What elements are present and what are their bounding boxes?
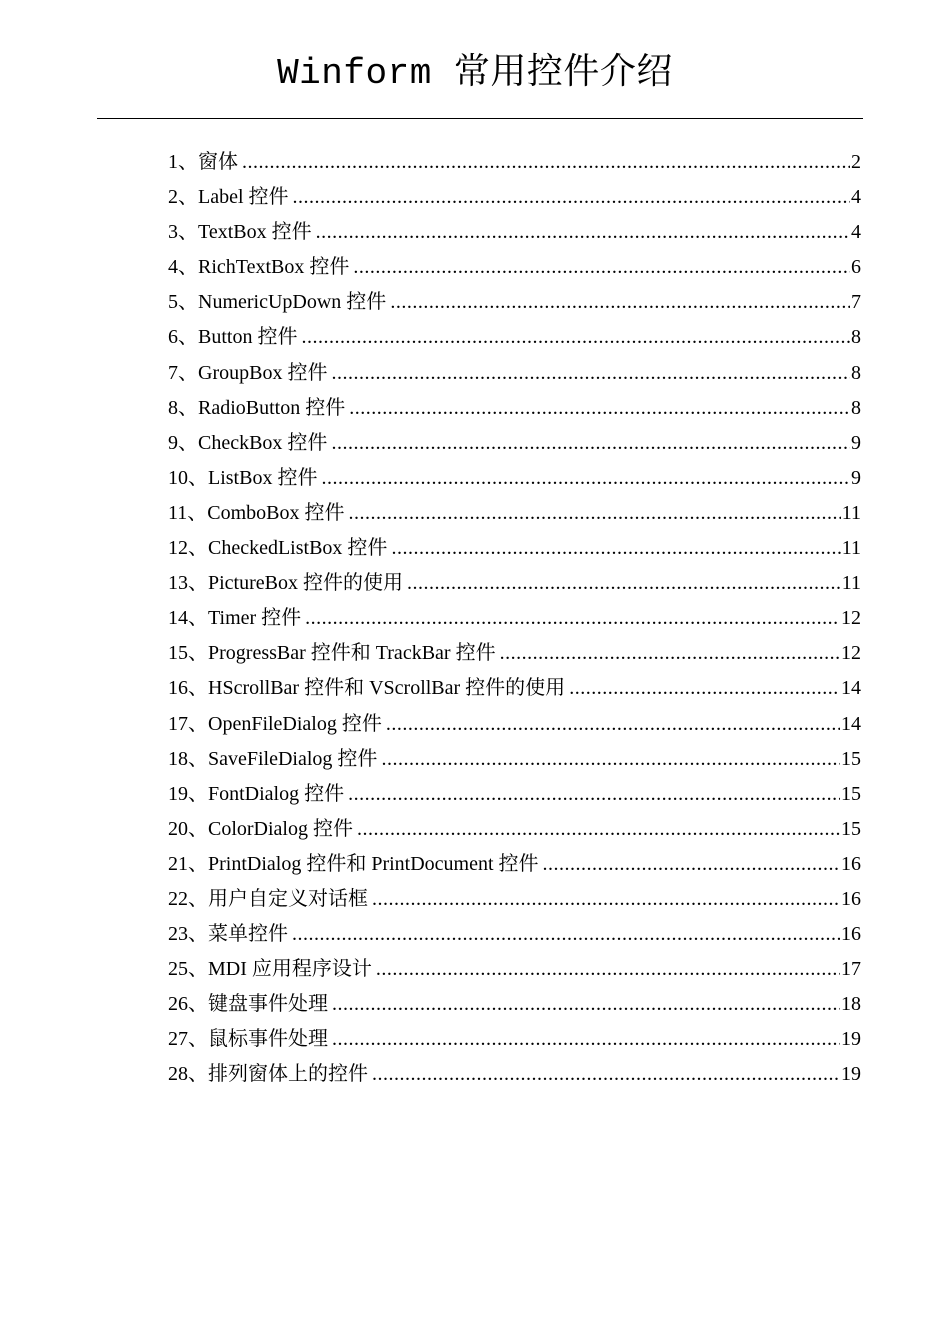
toc-entry-title: 4、RichTextBox 控件	[168, 256, 350, 279]
toc-dot-leader	[372, 882, 840, 917]
toc-dot-leader	[390, 285, 850, 320]
toc-entry-page: 17	[841, 958, 861, 981]
toc-dot-leader	[316, 215, 850, 250]
toc-entry-page: 16	[841, 887, 861, 910]
toc-dot-leader	[293, 180, 850, 215]
toc-entry-title: 27、鼠标事件处理	[168, 1028, 328, 1051]
toc-entry[interactable]	[168, 461, 861, 496]
toc-entry-title: 16、HScrollBar 控件和 VScrollBar 控件的使用	[168, 677, 566, 700]
toc-entry-title: 3、TextBox 控件	[168, 221, 312, 244]
toc-entry-title: 28、排列窗体上的控件	[168, 1063, 368, 1086]
toc-entry[interactable]	[168, 356, 861, 391]
toc-dot-leader	[386, 707, 840, 742]
toc-dot-leader	[321, 461, 850, 496]
table-of-contents	[168, 145, 861, 1093]
toc-entry-title: 12、CheckedListBox 控件	[168, 537, 388, 560]
toc-entry[interactable]	[168, 882, 861, 917]
toc-dot-leader	[332, 1022, 840, 1057]
toc-entry-page: 19	[841, 1028, 861, 1051]
toc-entry[interactable]	[168, 917, 861, 952]
toc-dot-leader	[407, 566, 841, 601]
toc-dot-leader	[305, 601, 840, 636]
toc-entry-title: 17、OpenFileDialog 控件	[168, 712, 382, 735]
toc-entry-title: 6、Button 控件	[168, 326, 298, 349]
toc-entry-page: 8	[851, 326, 861, 349]
toc-entry-title: 13、PictureBox 控件的使用	[168, 572, 403, 595]
toc-entry-page: 11	[841, 501, 861, 524]
toc-entry-page: 18	[841, 993, 861, 1016]
toc-entry-page: 12	[841, 607, 861, 630]
toc-dot-leader	[500, 636, 840, 671]
toc-dot-leader	[376, 952, 840, 987]
toc-dot-leader	[372, 1057, 840, 1092]
toc-entry-page: 11	[841, 537, 861, 560]
toc-entry-page: 16	[841, 852, 861, 875]
toc-entry-page: 14	[841, 677, 861, 700]
toc-dot-leader	[349, 391, 850, 426]
toc-entry[interactable]	[168, 952, 861, 987]
document-title: Winform 常用控件介绍	[277, 53, 673, 94]
toc-dot-leader	[353, 250, 850, 285]
toc-entry[interactable]	[168, 320, 861, 355]
toc-dot-leader	[332, 987, 840, 1022]
toc-entry[interactable]	[168, 145, 861, 180]
toc-entry-page: 2	[851, 151, 861, 173]
toc-entry-title: 20、ColorDialog 控件	[168, 817, 353, 840]
toc-entry-title: 21、PrintDialog 控件和 PrintDocument 控件	[168, 852, 539, 875]
toc-entry-page: 8	[851, 396, 861, 419]
toc-entry-title: 1、窗体	[168, 151, 238, 173]
toc-dot-leader	[349, 496, 841, 531]
toc-dot-leader	[242, 145, 850, 180]
toc-entry-title: 19、FontDialog 控件	[168, 782, 345, 805]
toc-entry-page: 16	[841, 923, 861, 946]
toc-entry[interactable]	[168, 496, 861, 531]
toc-entry-title: 22、用户自定义对话框	[168, 887, 368, 910]
toc-entry[interactable]	[168, 601, 861, 636]
toc-entry[interactable]	[168, 636, 861, 671]
toc-entry-title: 11、ComboBox 控件	[168, 501, 345, 524]
toc-entry-title: 7、GroupBox 控件	[168, 361, 328, 384]
toc-entry[interactable]	[168, 531, 861, 566]
toc-entry-title: 23、菜单控件	[168, 923, 288, 946]
toc-entry[interactable]	[168, 671, 861, 706]
toc-entry[interactable]	[168, 987, 861, 1022]
toc-entry-title: 10、ListBox 控件	[168, 466, 318, 489]
toc-entry-page: 19	[841, 1063, 861, 1086]
toc-dot-leader	[292, 917, 840, 952]
toc-entry[interactable]	[168, 285, 861, 320]
toc-entry[interactable]	[168, 777, 861, 812]
toc-entry-page: 8	[851, 361, 861, 384]
toc-dot-leader	[301, 320, 850, 355]
toc-entry-title: 8、RadioButton 控件	[168, 396, 346, 419]
toc-entry-title: 14、Timer 控件	[168, 607, 302, 630]
toc-dot-leader	[348, 777, 840, 812]
toc-entry[interactable]	[168, 250, 861, 285]
toc-entry-title: 9、CheckBox 控件	[168, 431, 328, 454]
toc-dot-leader	[331, 356, 850, 391]
toc-entry[interactable]	[168, 1022, 861, 1057]
toc-entry-page: 15	[841, 817, 861, 840]
toc-entry-page: 12	[841, 642, 861, 665]
toc-entry[interactable]	[168, 847, 861, 882]
title-divider	[97, 118, 863, 119]
toc-entry-page: 9	[851, 431, 861, 454]
toc-entry-page: 15	[841, 747, 861, 770]
toc-entry-title: 25、MDI 应用程序设计	[168, 958, 372, 981]
toc-entry-page: 7	[851, 291, 861, 314]
toc-entry-title: 26、键盘事件处理	[168, 993, 328, 1016]
toc-entry[interactable]	[168, 426, 861, 461]
toc-entry-page: 6	[851, 256, 861, 279]
toc-entry-title: 18、SaveFileDialog 控件	[168, 747, 378, 770]
toc-entry[interactable]	[168, 812, 861, 847]
toc-entry[interactable]	[168, 742, 861, 777]
toc-entry-page: 4	[851, 221, 861, 244]
toc-entry[interactable]	[168, 707, 861, 742]
toc-entry-page: 9	[851, 466, 861, 489]
toc-dot-leader	[331, 426, 850, 461]
toc-entry-page: 14	[841, 712, 861, 735]
toc-entry-title: 5、NumericUpDown 控件	[168, 291, 387, 314]
toc-entry[interactable]	[168, 566, 861, 601]
toc-entry-page: 11	[841, 572, 861, 595]
toc-dot-leader	[569, 671, 840, 706]
toc-entry-page: 15	[841, 782, 861, 805]
toc-entry-title: 2、Label 控件	[168, 186, 289, 209]
toc-dot-leader	[543, 847, 840, 882]
toc-entry[interactable]	[168, 215, 861, 250]
toc-dot-leader	[381, 742, 840, 777]
toc-entry-title: 15、ProgressBar 控件和 TrackBar 控件	[168, 642, 496, 665]
toc-entry[interactable]	[168, 180, 861, 215]
toc-dot-leader	[357, 812, 840, 847]
toc-entry[interactable]	[168, 391, 861, 426]
toc-dot-leader	[391, 531, 840, 566]
toc-entry[interactable]	[168, 1057, 861, 1092]
toc-entry-page: 4	[851, 186, 861, 209]
